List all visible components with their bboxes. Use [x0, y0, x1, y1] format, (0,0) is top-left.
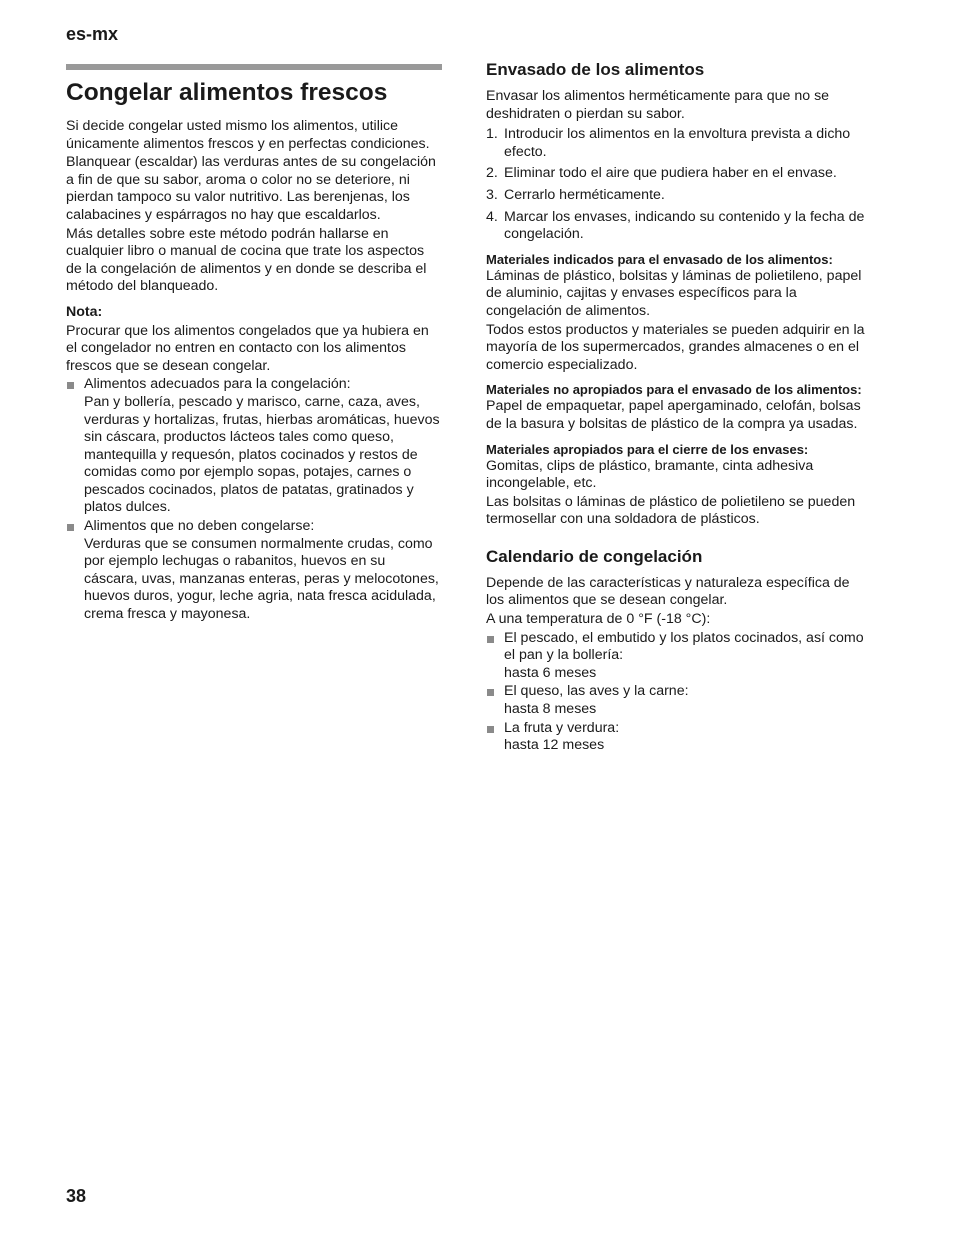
square-bullet-icon — [67, 382, 74, 389]
step-item — [486, 165, 868, 183]
list-item-body: Verduras que se consumen normalmente crudas, como por ejemplo lechugas o rabanitos, huevos en su cáscara, uvas, manzanas enteras, peras y melocotones, huevos duros, yogur, leche agria, nata fresca acidulada, crema fresca y mayonesa. — [84, 535, 439, 623]
subheading-suitable-materials: Materiales indicados para el envasado de los alimentos: — [486, 251, 833, 267]
paragraph: Láminas de plástico, bolsitas y láminas de polietileno, papel de aluminio, cajitas y envases específicos para la congelación de alimentos. — [486, 267, 862, 319]
step-number: 2. — [486, 165, 498, 182]
subheading-closure-materials: Materiales apropiados para el cierre de los envases: — [486, 441, 809, 457]
paragraph: Todos estos productos y materiales se pueden adquirir en la mayoría de los supermercados, grandes almacenes o en el comercio especializado. — [486, 321, 865, 373]
step-number: 4. — [486, 208, 498, 225]
paragraph: Papel de empaquetar, papel apergaminado, celofán, bolsas de la basura y bolsitas de plástico de la compra ya usadas. — [486, 398, 861, 432]
paragraph: A una temperatura de 0 °F (-18 °C): — [486, 611, 711, 628]
paragraph: Blanquear (escaldar) las verduras antes de su congelación a fin de que su sabor, aroma o color no se deteriore, ni pierdan tampoco su valor nutritivo. Las berenjenas, los calabacines y espárragos no hay que escaldarlos. — [66, 154, 436, 223]
list-item-head: Alimentos adecuados para la congelación: — [84, 376, 351, 393]
paragraph: Las bolsitas o láminas de plástico de polietileno se pueden termosellar con una soldadora de plásticos. — [486, 493, 856, 528]
calendar-bullet-list — [486, 630, 868, 755]
step-item — [486, 126, 868, 161]
step-text: Cerrarlo herméticamente. — [504, 186, 665, 203]
step-text: Introducir los alimentos en la envoltura prevista a dicho efecto. — [504, 126, 851, 160]
square-bullet-icon — [487, 726, 494, 733]
step-item — [486, 187, 868, 205]
step-text: Marcar los envases, indicando su contenido y la fecha de congelación. — [504, 208, 865, 243]
list-item-body: Pan y bollería, pescado y marisco, carne, caza, aves, verduras y hortalizas, frutas, hierbas aromáticas, huevos sin cáscara, productos lácteos tales como queso, mantequilla y requesón, platos cocinados y restos de comidas como por ejemplo sopas, potajes, carnes o pescados cocinados, platos de patatas, gratinados y platos dulces. — [84, 393, 440, 516]
square-bullet-icon — [487, 689, 494, 696]
step-number: 1. — [486, 126, 498, 143]
paragraph: Gomitas, clips de plástico, bramante, cinta adhesiva incongelable, etc. — [486, 457, 814, 492]
title-rule — [66, 64, 442, 70]
paragraph: Más detalles sobre este método podrán hallarse en cualquier libro o manual de cocina que trate los aspectos de la congelación de alimentos y en donde se describa el método del blanqueado. — [66, 225, 427, 295]
paragraph: Envasar los alimentos herméticamente para que no se deshidraten o pierdan su sabor. — [486, 88, 830, 122]
list-item-body: hasta 12 meses — [504, 737, 605, 754]
list-item — [486, 720, 868, 755]
right-column — [486, 60, 868, 756]
list-item-head: Alimentos que no deben congelarse: — [84, 518, 315, 535]
list-item-body: hasta 8 meses — [504, 701, 597, 718]
food-bullet-list — [66, 376, 442, 623]
list-item-head: La fruta y verdura: — [504, 719, 620, 736]
section-heading-envasado: Envasado de los alimentos — [486, 60, 705, 79]
page-title: Congelar alimentos frescos — [66, 79, 388, 106]
step-number: 3. — [486, 186, 498, 203]
left-column — [66, 60, 442, 625]
subheading-unsuitable-materials: Materiales no apropiados para el envasado de los alimentos: — [486, 382, 862, 398]
language-code: es-mx — [66, 24, 119, 44]
list-item — [66, 376, 442, 517]
step-item — [486, 209, 868, 244]
list-item-head: El pescado, el embutido y los platos cocinados, así como el pan y la bollería: — [504, 629, 864, 664]
list-item-body: hasta 6 meses — [504, 664, 597, 681]
packing-steps-list — [486, 126, 868, 244]
page-number: 38 — [66, 1186, 87, 1206]
list-item — [486, 630, 868, 683]
paragraph: Depende de las características y naturaleza específica de los alimentos que se desean congelar. — [486, 574, 850, 609]
square-bullet-icon — [487, 636, 494, 643]
list-item — [66, 518, 442, 624]
section-heading-calendario: Calendario de congelación — [486, 546, 703, 566]
note-label: Nota: — [66, 303, 103, 320]
square-bullet-icon — [67, 524, 74, 531]
paragraph: Si decide congelar usted mismo los alimentos, utilice únicamente alimentos frescos y en perfectas condiciones. — [66, 118, 430, 152]
list-item-head: El queso, las aves y la carne: — [504, 683, 689, 700]
list-item — [486, 683, 868, 718]
note-text: Procurar que los alimentos congelados que ya hubiera en el congelador no entren en contacto con los alimentos frescos que se desean congelar. — [66, 322, 429, 374]
step-text: Eliminar todo el aire que pudiera haber en el envase. — [504, 165, 837, 182]
